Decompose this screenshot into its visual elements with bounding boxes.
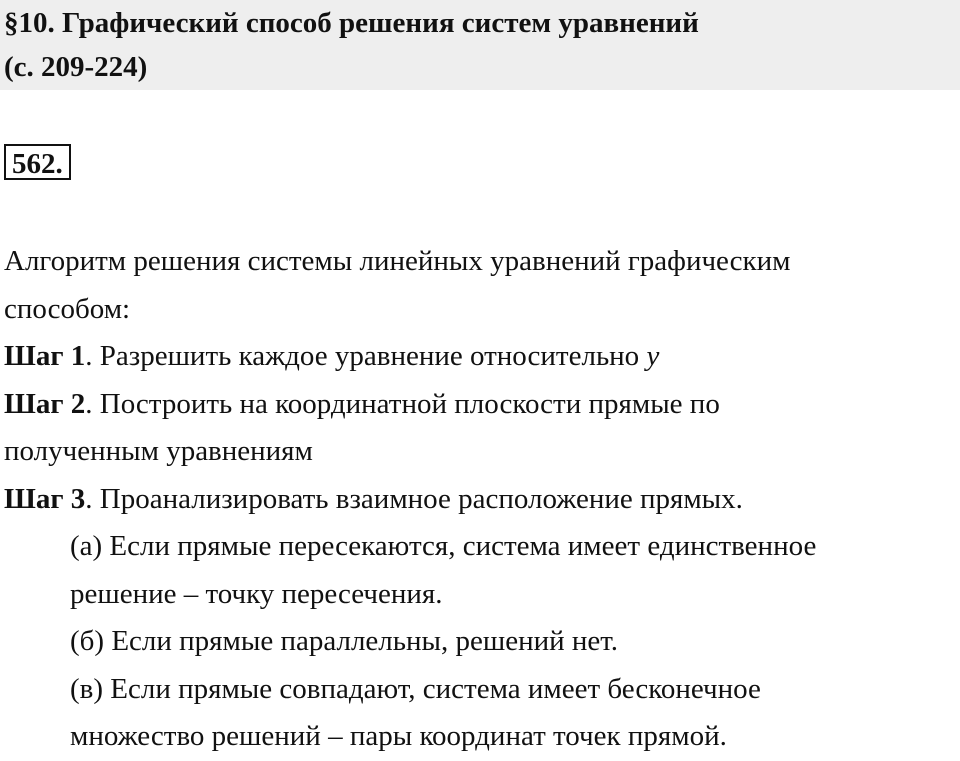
step-1-label: Шаг 1 <box>4 340 86 372</box>
case-a-line-1: (а) Если прямые пересекаются, система имеет единственное <box>70 530 817 562</box>
section-title-line-1: §10. Графический способ решения систем уравнений <box>4 7 699 39</box>
case-c-line-1: (в) Если прямые совпадают, система имеет бесконечное <box>70 672 761 705</box>
step-1 <box>4 333 960 381</box>
step-2 <box>4 381 960 429</box>
step-1-text: . Разрешить каждое уравнение относительно <box>85 340 647 372</box>
step-3-label: Шаг 3 <box>4 482 86 515</box>
case-c-line-2: множество решений – пары координат точек прямой. <box>70 720 727 752</box>
section-title-line-2: (с. 209-224) <box>4 51 148 83</box>
step-3-text: . Проанализировать взаимное расположение прямых. <box>85 482 743 515</box>
step-1-variable: y <box>646 340 660 372</box>
case-b-line-1: (б) Если прямые параллельны, решений нет. <box>70 625 619 657</box>
case-a-line-2: решение – точку пересечения. <box>70 577 443 610</box>
task-number-box: 562. <box>4 144 71 180</box>
section-title <box>4 1 954 89</box>
intro-line-1: Алгоритм решения системы линейных уравнений графическим <box>4 245 791 277</box>
step-2-label: Шаг 2 <box>4 387 86 420</box>
step-2-text-line-2: полученным уравнениям <box>4 435 313 467</box>
section-header <box>0 0 960 90</box>
step-3 <box>4 476 960 524</box>
step-2-text-line-1: . Построить на координатной плоскости прямые по <box>85 387 720 420</box>
algorithm-text <box>4 238 960 761</box>
intro-line-2: способом: <box>4 292 131 325</box>
